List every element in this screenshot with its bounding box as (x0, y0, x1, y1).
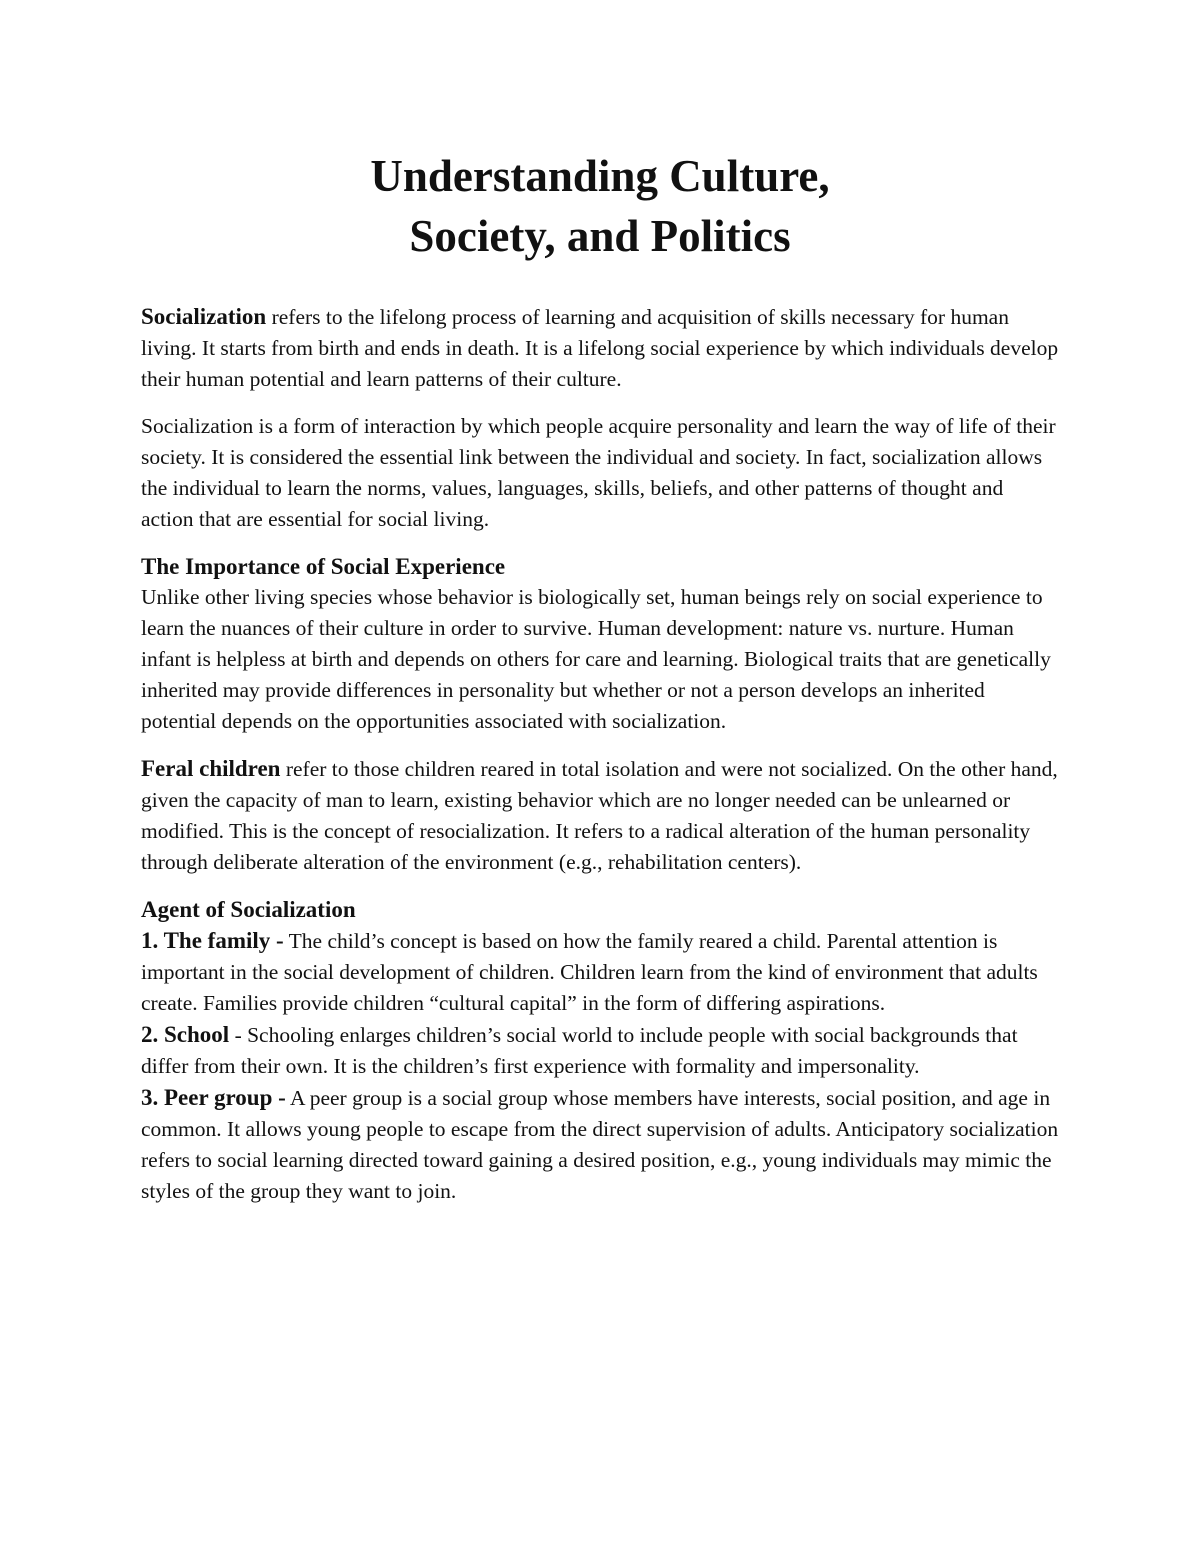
agent-item-peer-group (141, 1082, 1059, 1207)
socialization-definition-text: refers to the lifelong process of learning and acquisition of skills necessary for human living. It starts from birth and ends in death. It is a lifelong social experience by which individuals develop their human potential and learn patterns of their culture. (141, 305, 1059, 391)
agents-heading: Agent of Socialization (141, 897, 356, 922)
title-line-1: Understanding Culture, (370, 151, 830, 201)
agent-label-peer-group: 3. Peer group - (141, 1085, 286, 1110)
agent-item-school (141, 1019, 1059, 1082)
agent-label-family: 1. The family - (141, 928, 284, 953)
social-experience-heading: The Importance of Social Experience (141, 554, 506, 579)
agent-text-school: - Schooling enlarges children’s social world to include people with social backgrounds that differ from their own. It is the children’s first experience with formality and impersonality. (141, 1023, 1018, 1078)
intro-section (141, 301, 1059, 535)
agent-item-family (141, 925, 1059, 1019)
title-line-2: Society, and Politics (409, 211, 791, 261)
page-title (141, 146, 1059, 266)
socialization-definition-paragraph (141, 301, 1059, 395)
feral-children-term: Feral children (141, 756, 281, 781)
socialization-term: Socialization (141, 304, 267, 329)
social-experience-section (141, 551, 1059, 737)
agents-of-socialization-section (141, 894, 1059, 1207)
feral-children-paragraph (141, 753, 1059, 878)
feral-children-section (141, 753, 1059, 878)
agent-text-family: The child’s concept is based on how the family reared a child. Parental attention is important in the social development of children. Children learn from the kind of environment that adults create. Families provide children “cultural capital” in the form of differing aspirations. (141, 929, 1038, 1015)
agent-text-peer-group: A peer group is a social group whose members have interests, social position, and age in common. It allows young people to escape from the direct supervision of adults. Anticipatory socialization refers to social learning directed toward gaining a desired position, e.g., young individuals may mimic the styles of the group they want to join. (141, 1086, 1059, 1203)
social-experience-paragraph: Unlike other living species whose behavior is biologically set, human beings rely on social experience to learn the nuances of their culture in order to survive. Human development: nature vs. nurture. Human infant is helpless at birth and depends on others for care and learning. Biological traits that are genetically inherited may provide differences in personality but whether or not a person develops an inherited potential depends on the opportunities associated with socialization. (141, 585, 1051, 733)
socialization-interaction-paragraph: Socialization is a form of interaction by which people acquire personality and learn the way of life of their society. It is considered the essential link between the individual and society. In fact, socialization allows the individual to learn the norms, values, languages, skills, beliefs, and other patterns of thought and action that are essential for social living. (141, 414, 1056, 531)
feral-children-text: refer to those children reared in total isolation and were not socialized. On the other hand, given the capacity of man to learn, existing behavior which are no longer needed can be unlearned or modified. This is the concept of resocialization. It refers to a radical alteration of the human personality through deliberate alteration of the environment (e.g., rehabilitation centers). (141, 757, 1058, 874)
agent-label-school: 2. School (141, 1022, 230, 1047)
